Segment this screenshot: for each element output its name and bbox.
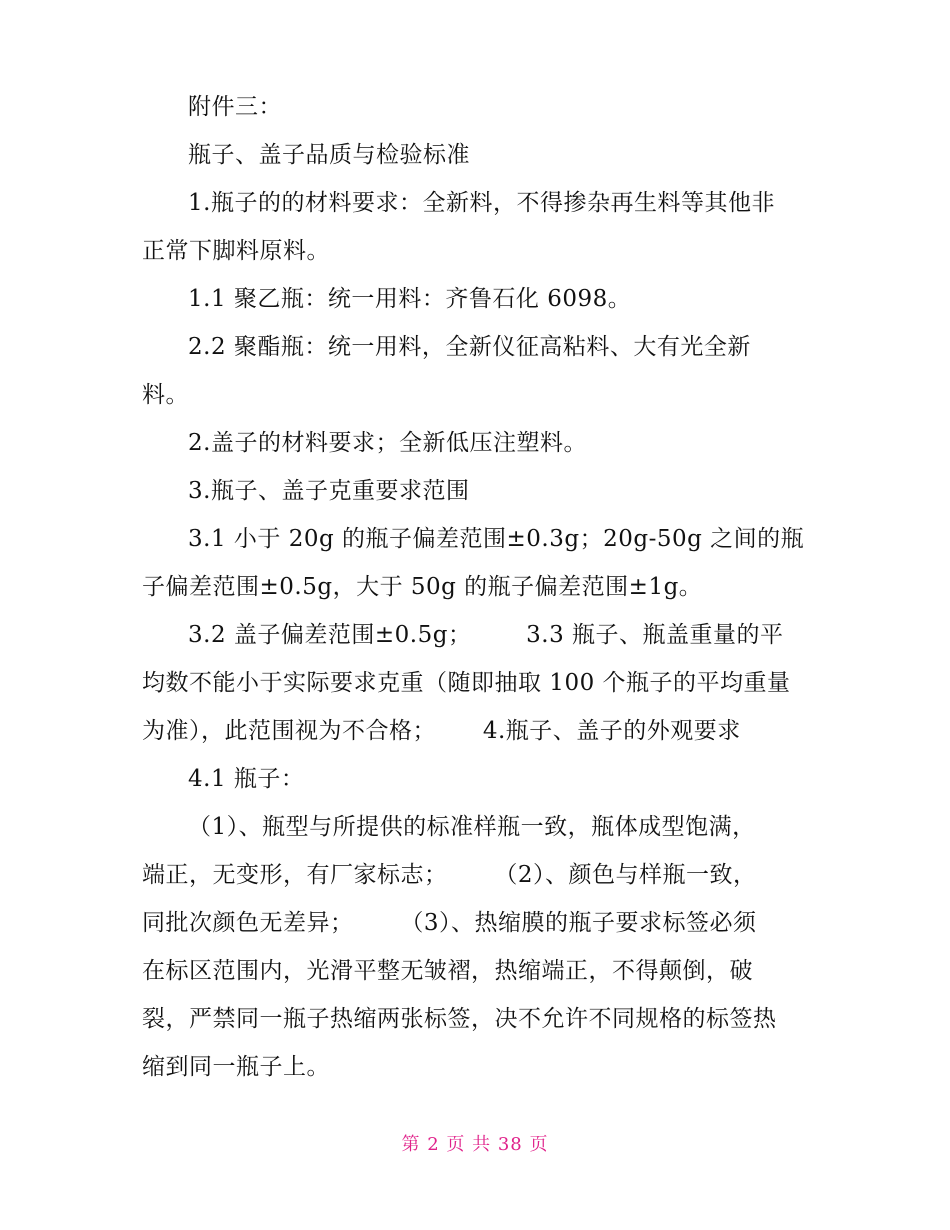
doc-line: 同批次颜色无差异； （3）、热缩膜的瓶子要求标签必须	[142, 910, 757, 936]
doc-line: 正常下脚料原料。	[142, 238, 330, 264]
doc-line: 为准），此范围视为不合格； 4.瓶子、盖子的外观要求	[142, 718, 741, 744]
doc-line: （1）、瓶型与所提供的标准样瓶一致，瓶体成型饱满，	[188, 814, 756, 840]
doc-line: 缩到同一瓶子上。	[142, 1054, 330, 1080]
doc-line: 3.2 盖子偏差范围±0.5g； 3.3 瓶子、瓶盖重量的平	[188, 622, 784, 648]
doc-line: 均数不能小于实际要求克重（随即抽取 100 个瓶子的平均重量	[142, 670, 791, 696]
doc-line: 3.1 小于 20g 的瓶子偏差范围±0.3g；20g-50g 之间的瓶	[188, 526, 805, 552]
page-number-footer: 第 2 页 共 38 页	[401, 1134, 549, 1155]
doc-line: 料。	[142, 382, 189, 408]
doc-line: 裂，严禁同一瓶子热缩两张标签，决不允许不同规格的标签热	[142, 1006, 777, 1032]
doc-line: 1.瓶子的的材料要求：全新料，不得掺杂再生料等其他非	[188, 190, 775, 216]
doc-line: 2.盖子的材料要求；全新低压注塑料。	[188, 430, 587, 456]
doc-line: 附件三：	[188, 94, 282, 120]
doc-line: 端正，无变形，有厂家标志； （2）、颜色与样瓶一致，	[142, 862, 757, 888]
doc-line: 2.2 聚酯瓶：统一用料，全新仪征高粘料、大有光全新	[188, 334, 751, 360]
doc-line: 子偏差范围±0.5g，大于 50g 的瓶子偏差范围±1g。	[142, 574, 703, 600]
doc-line: 3.瓶子、盖子克重要求范围	[188, 478, 470, 504]
doc-line: 1.1 聚乙瓶：统一用料：齐鲁石化 6098。	[188, 286, 632, 312]
doc-line: 4.1 瓶子：	[188, 766, 305, 792]
doc-line: 在标区范围内，光滑平整无皱褶，热缩端正，不得颠倒，破	[142, 958, 753, 984]
doc-title: 瓶子、盖子品质与检验标准	[188, 142, 470, 168]
